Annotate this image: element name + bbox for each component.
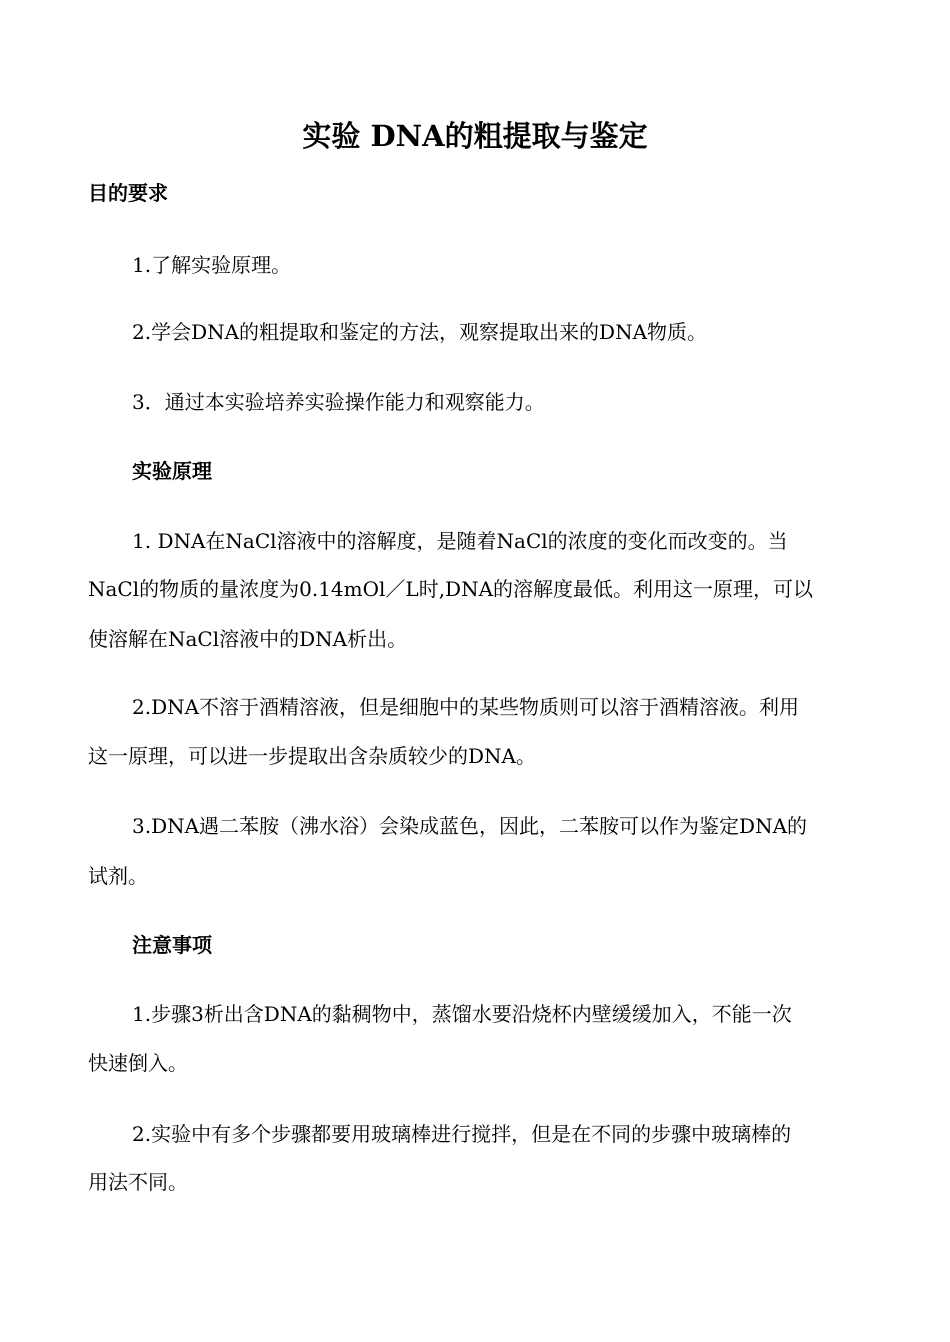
notes-2-line-2: 用法不同。 [88, 1170, 188, 1194]
notes-heading: 注意事项 [132, 933, 212, 957]
notes-1-line-2: 快速倒入。 [88, 1051, 188, 1075]
document-title: 实验 DNA的粗提取与鉴定 [302, 119, 648, 153]
notes-2-line-1: 2.实验中有多个步骤都要用玻璃棒进行搅拌，但是在不同的步骤中玻璃棒的 [132, 1122, 792, 1146]
notes-1-line-1: 1.步骤3析出含DNA的黏稠物中，蒸馏水要沿烧杯内壁缓缓加入，不能一次 [132, 1002, 792, 1026]
principle-1-line-1: 1. DNA在NaCl溶液中的溶解度，是随着NaCl的浓度的变化而改变的。当 [132, 529, 788, 553]
principle-1-line-3: 使溶解在NaCl溶液中的DNA析出。 [88, 627, 408, 651]
principle-2-line-2: 这一原理，可以进一步提取出含杂质较少的DNA。 [88, 744, 536, 768]
principle-heading: 实验原理 [132, 459, 212, 483]
principle-1-line-2: NaCl的物质的量浓度为0.14mOl／L时,DNA的溶解度最低。利用这一原理，可以 [88, 577, 814, 601]
principle-2-line-1: 2.DNA不溶于酒精溶液，但是细胞中的某些物质则可以溶于酒精溶液。利用 [132, 695, 800, 719]
purpose-item-1: 1.了解实验原理。 [132, 253, 292, 277]
purpose-item-3: 3．通过本实验培养实验操作能力和观察能力。 [132, 390, 545, 414]
principle-3-line-2: 试剂。 [88, 864, 148, 888]
purpose-item-2: 2.学会DNA的粗提取和鉴定的方法，观察提取出来的DNA物质。 [132, 320, 708, 344]
principle-3-line-1: 3.DNA遇二苯胺（沸水浴）会染成蓝色，因此，二苯胺可以作为鉴定DNA的 [132, 814, 808, 838]
purpose-heading: 目的要求 [88, 181, 168, 205]
